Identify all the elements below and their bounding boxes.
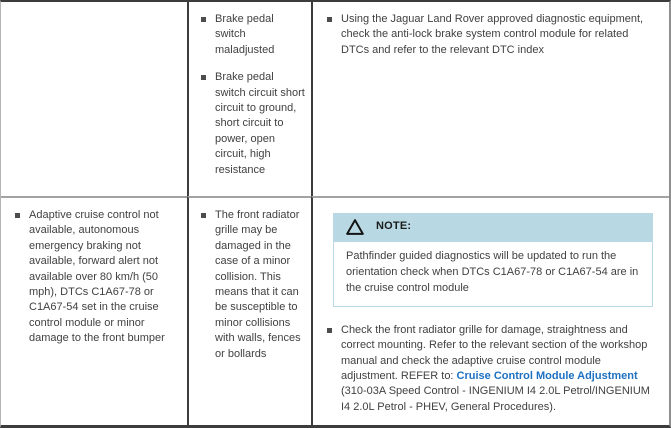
possible-causes-cell-row1: [187, 2, 311, 196]
bullet-square-icon: [201, 17, 206, 22]
bullet-square-icon: [327, 328, 332, 333]
action-text: [341, 323, 659, 415]
list-item: [327, 323, 659, 415]
action-text: Using the Jaguar Land Rover approved diagnostic equipment, check the anti-lock brake system control module for related DTCs and refer to the relevant DTC index: [341, 13, 644, 56]
list-item: [201, 208, 306, 362]
cruise-control-module-adjustment-link[interactable]: Cruise Control Module Adjustment: [456, 369, 638, 382]
note-body-text: Pathfinder guided diagnostics will be updated to run the orientation check when DTCs C1A67-78 or C1A67-54 are in the cruise control module: [333, 241, 653, 307]
bullet-square-icon: [201, 75, 206, 80]
action-text-suffix: (310-03A Speed Control - INGENIUM I4 2.0L Petrol/INGENIUM I4 2.0L Petrol - PHEV, General Procedures).: [341, 385, 650, 413]
cause-text: The front radiator grille may be damaged in the case of a minor collision. This means that it can be susceptible to minor collisions with walls, fences or bollards: [215, 209, 301, 360]
cause-text: Brake pedal switch maladjusted: [215, 13, 275, 56]
list-item: [201, 70, 306, 178]
symptom-cell-row1-empty: [1, 2, 187, 196]
note-callout: [333, 213, 653, 307]
action-cell-row2: [311, 196, 669, 425]
bullet-square-icon: [327, 17, 332, 22]
symptom-text: Adaptive cruise control not available, autonomous emergency braking not available, forward alert not available over 80 km/h (50 mph), DTCs C1A67-78 or C1A67-54 set in the cruise control module or minor damage to the front bumper: [29, 209, 165, 345]
note-triangle-icon: [345, 218, 365, 236]
action-cell-row1: [311, 2, 669, 196]
note-header: [333, 213, 653, 241]
list-item: [201, 12, 306, 58]
note-label: NOTE:: [376, 220, 412, 233]
action-text-prefix: Check the front radiator grille for damage, straightness and correct mounting. Refer to the relevant section of the workshop manual and check the adaptive cruise control module adjustment. REFER to:: [341, 323, 648, 382]
cause-text: Brake pedal switch circuit short circuit to ground, short circuit to power, open circuit, high resistance: [215, 71, 305, 176]
list-item: [327, 12, 659, 58]
bullet-square-icon: [201, 213, 206, 218]
possible-causes-cell-row2: [187, 196, 311, 425]
bullet-square-icon: [15, 213, 20, 218]
symptom-cell-row2: [1, 196, 187, 425]
list-item: [15, 208, 179, 347]
